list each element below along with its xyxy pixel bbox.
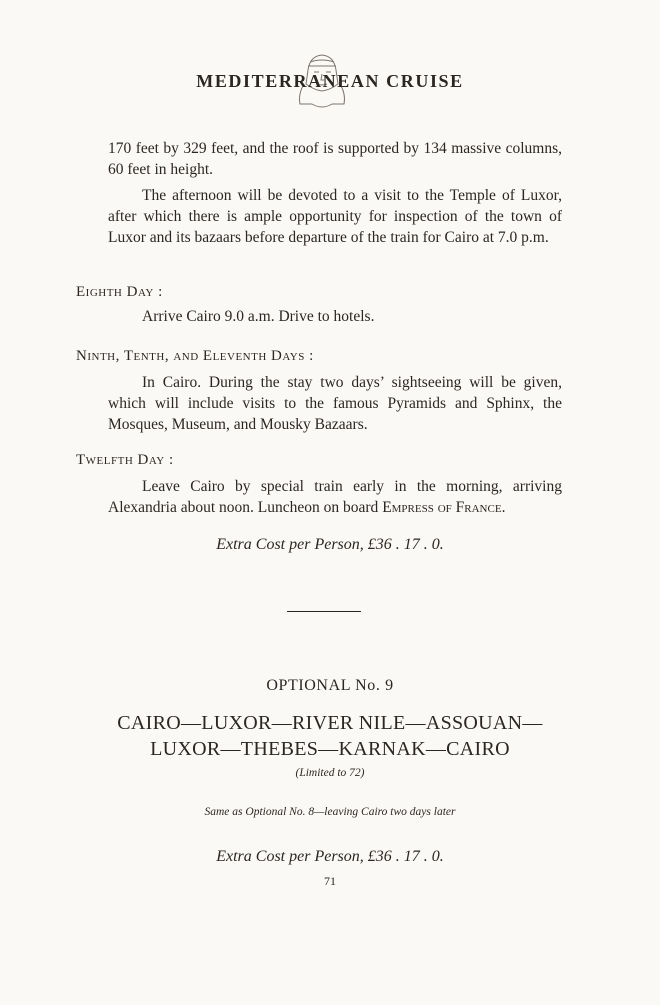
route-line-1: CAIRO—LUXOR—RIVER NILE—ASSOUAN— (117, 712, 543, 734)
eighth-day-heading: Eighth Day : (76, 284, 163, 300)
optional-extra-cost-line: Extra Cost per Person, £36 . 17 . 0. (216, 848, 444, 865)
ninth-tenth-eleventh-days-heading: Ninth, Tenth, and Eleventh Days : (76, 348, 314, 364)
eighth-day-text: Arrive Cairo 9.0 a.m. Drive to hotels. (142, 308, 375, 325)
limited-note: (Limited to 72) (295, 767, 365, 779)
twelfth-day-text (108, 476, 562, 518)
intro-paragraph-1: 170 feet by 329 feet, and the roof is supported by 134 massive columns, 60 feet in height. (108, 140, 562, 178)
ship-name: Empress of France (382, 499, 502, 516)
route-line-2: LUXOR—THEBES—KARNAK—CAIRO (150, 738, 510, 760)
twelfth-day-text-before: Leave Cairo by special train early in the morning, arriving Alexandria about noon. Luncheon on board (108, 478, 562, 516)
extra-cost-line: Extra Cost per Person, £36 . 17 . 0. (216, 536, 444, 553)
twelfth-day-heading: Twelfth Day : (76, 452, 174, 468)
page-number: 71 (324, 874, 336, 888)
intro-paragraph-2: The afternoon will be devoted to a visit to the Temple of Luxor, after which there is ample opportunity for inspection of the town of Luxor and its bazaars before departure of the train for Cairo at 7.0 p.m. (108, 187, 562, 246)
twelfth-day-text-after: . (501, 499, 506, 516)
page-header-title: MEDITERRANEAN CRUISE (196, 71, 464, 91)
section-divider (287, 611, 361, 612)
optional-title: OPTIONAL No. 9 (266, 677, 394, 694)
same-as-note: Same as Optional No. 8—leaving Cairo two days later (204, 806, 456, 818)
ninth-tenth-eleventh-days-text: In Cairo. During the stay two days’ sightseeing will be given, which will include visits to the famous Pyramids and Sphinx, the Mosques, Museum, and Mousky Bazaars. (108, 374, 562, 433)
